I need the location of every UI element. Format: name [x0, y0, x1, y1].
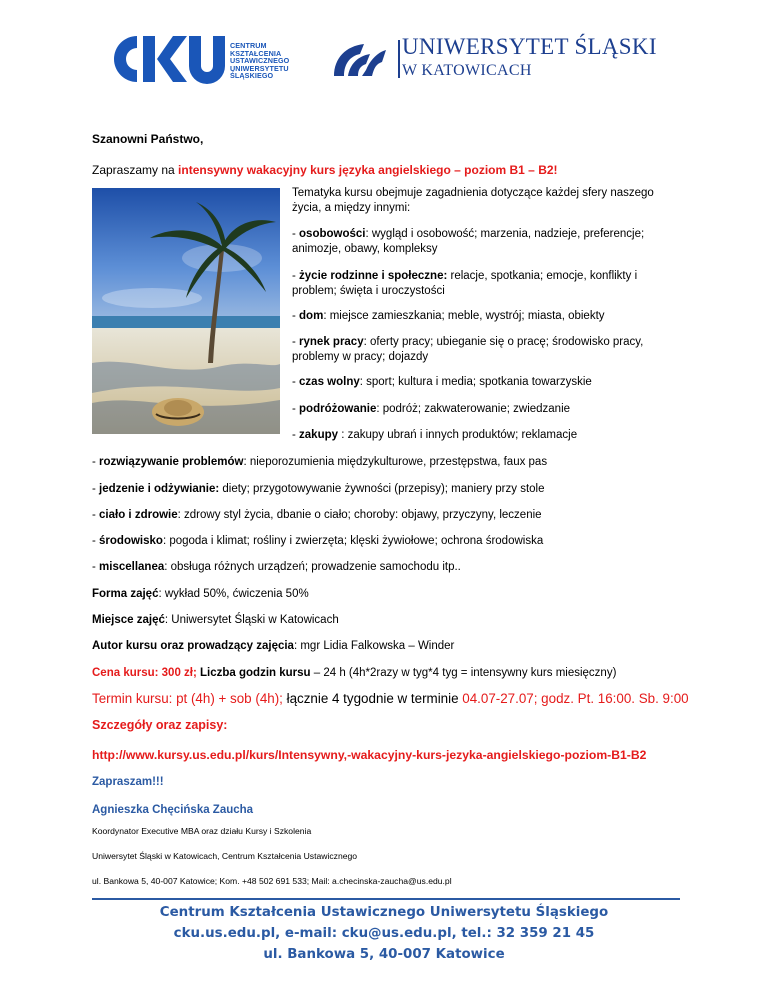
topic-item: - rozwiązywanie problemów: nieporozumienia międzykulturowe, przestępstwa, faux pas	[92, 456, 548, 468]
course-format: Forma zajęć: wykład 50%, ćwiczenia 50%	[92, 588, 309, 600]
topic-item: - zakupy : zakupy ubrań i innych produktów; reklamacje	[292, 429, 578, 441]
topic-item: - miscellanea: obsługa różnych urządzeń; prowadzenie samochodu itp..	[92, 561, 461, 573]
cku-logo	[107, 32, 227, 86]
signature-contact: ul. Bankowa 5, 40-007 Katowice; Kom. +48 502 691 533; Mail: a.checinska-zaucha@us.edu.pl	[92, 876, 452, 886]
footer-contact: cku.us.edu.pl, e-mail: cku@us.edu.pl, tel.: 32 359 21 45	[173, 926, 595, 941]
course-author: Autor kursu oraz prowadzący zajęcia: mgr Lidia Falkowska – Winder	[92, 640, 455, 652]
course-title: intensywny wakacyjny kurs języka angielskiego – poziom B1 – B2!	[178, 163, 558, 177]
us-city: W KATOWICACH	[402, 62, 532, 79]
course-location: Miejsce zajęć: Uniwersytet Śląski w Katowicach	[92, 614, 339, 626]
topic-item: - dom: miejsce zamieszkania; meble, wystrój; miasta, obiekty	[292, 310, 605, 322]
intro-line: Zapraszamy na intensywny wakacyjny kurs języka angielskiego – poziom B1 – B2!	[92, 163, 558, 177]
registration-link[interactable]: http://www.kursy.us.edu.pl/kurs/Intensywny,-wakacyjny-kurs-jezyka-angielskiego-poziom-B1-B2	[92, 748, 647, 762]
topic-item: - życie rodzinne i społeczne: relacje, spotkania; emocje, konflikty i problem; święta i uroczystości	[292, 270, 638, 297]
greeting: Szanowni Państwo,	[92, 132, 204, 146]
us-name: UNIWERSYTET ŚLĄSKI	[402, 34, 657, 59]
topic-item: - środowisko: pogoda i klimat; rośliny i zwierzęta; klęski żywiołowe; ochrona środowiska	[92, 535, 544, 547]
topic-item: - ciało i zdrowie: zdrowy styl życia, dbanie o ciało; choroby: objawy, przyczyny, leczenie	[92, 509, 542, 521]
signature-name: Agnieszka Chęcińska Zaucha	[92, 804, 254, 816]
course-dates: Termin kursu: pt (4h) + sob (4h); łącznie 4 tygodnie w terminie 04.07-27.07; godz. Pt. 16:00. Sb. 9:00	[92, 691, 689, 706]
closing-invitation: Zapraszam!!!	[92, 776, 164, 788]
course-price-hours: Cena kursu: 300 zł; Liczba godzin kursu – 24 h (4h*2razy w tyg*4 tyg = intensywny kurs miesięczny)	[92, 667, 617, 679]
topic-item: - rynek pracy: oferty pracy; ubieganie się o pracę; środowisko pracy, problemy w pracy; dojazdy	[292, 336, 644, 363]
footer-address: ul. Bankowa 5, 40-007 Katowice	[263, 947, 505, 962]
cku-logo-text: CENTRUM KSZTAŁCENIA USTAWICZNEGO UNIWERSYTETU ŚLĄSKIEGO	[230, 41, 290, 81]
signature-institution: Uniwersytet Śląski w Katowicach, Centrum Kształcenia Ustawicznego	[92, 851, 358, 861]
beach-palm-photo	[92, 188, 280, 434]
topic-item: - czas wolny: sport; kultura i media; spotkania towarzyskie	[292, 376, 592, 388]
footer-institution: Centrum Kształcenia Ustawicznego Uniwersytetu Śląskiego	[159, 905, 609, 920]
topic-item: - osobowości: wygląd i osobowość; marzenia, nadzieje, preferencje; animozje, obawy, kompleksy	[292, 228, 645, 255]
us-logo-divider	[398, 40, 400, 78]
topics-intro: Tematyka kursu obejmuje zagadnienia dotyczące każdej sfery naszego życia, a między innymi:	[292, 187, 654, 214]
topic-item: - podróżowanie: podróż; zakwaterowanie; zwiedzanie	[292, 403, 571, 415]
footer-divider	[92, 898, 680, 900]
signature-role: Koordynator Executive MBA oraz działu Kursy i Szkolenia	[92, 826, 312, 836]
us-logo-emblem	[330, 40, 388, 80]
topic-item: - jedzenie i odżywianie: diety; przygotowywanie żywności (przepisy); maniery przy stole	[92, 483, 545, 495]
details-heading: Szczegóły oraz zapisy:	[92, 718, 228, 732]
